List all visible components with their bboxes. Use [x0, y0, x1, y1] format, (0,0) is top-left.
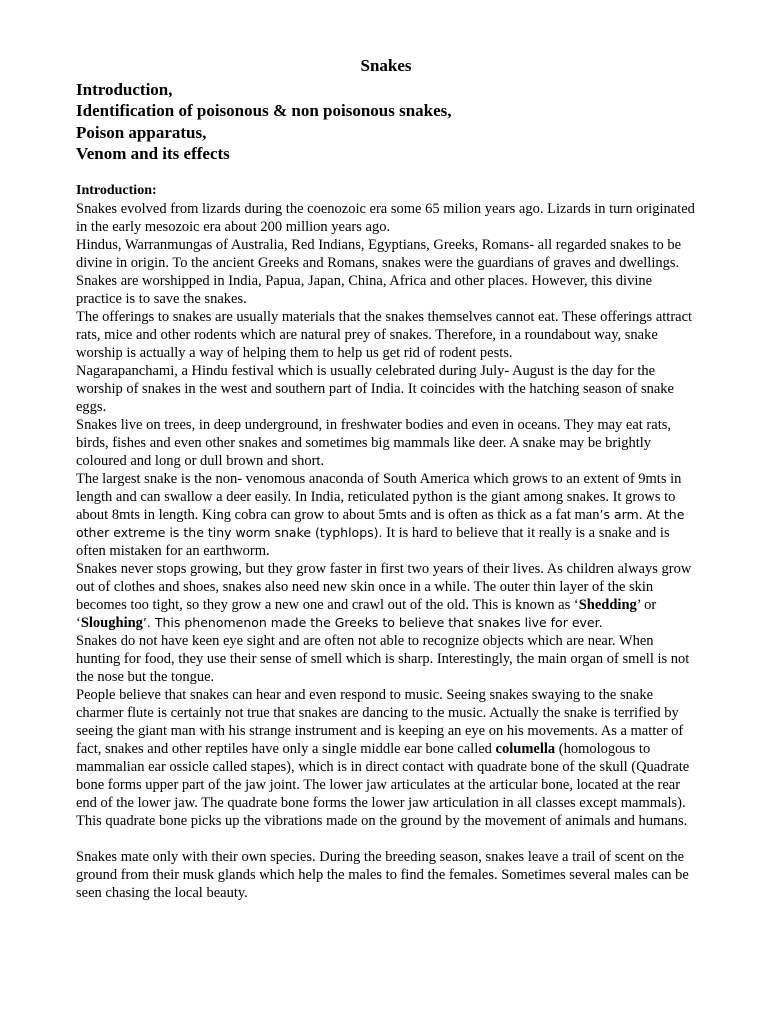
paragraph-offerings: The offerings to snakes are usually materials that the snakes themselves cannot eat. These offerings attract rats, mice and other rodents which are natural prey of snakes. Therefore, in a roundabout way, snake worship is actually a way of helping them to help us get rid of rodent pests. [76, 309, 693, 362]
topic-item: Introduction, [76, 80, 173, 99]
section-heading: Introduction: [76, 183, 157, 199]
term-sloughing: Sloughing [80, 615, 143, 632]
topic-item: Venom and its effects [76, 143, 230, 163]
paragraph-senses: Snakes do not have keen eye sight and are often not able to recognize objects which are near. When hunting for food, they use their sense of smell which is sharp. Interestingly, the main organ of smell is not the nose but the tongue. [76, 633, 690, 686]
text-run: ’. This phenomenon made the Greeks to believe that snakes live for ever. [142, 615, 603, 631]
paragraph-gap [76, 830, 696, 848]
term-columella: columella [495, 741, 556, 758]
paragraph-sizes [76, 470, 696, 560]
topic-item: Identification of poisonous & non poisonous snakes, [76, 101, 452, 121]
paragraph-nagarapanchami: Nagarapanchami, a Hindu festival which is usually celebrated during July- August is the day for the worship of snakes in the west and southern part of India. It coincides with the hatching season of snake eggs. [76, 363, 674, 416]
text-run: Snakes never stops growing, but they grow faster in first two years of their lives. As children always grow out of clothes and shoes, snakes also need new skin once in a while. The outer thin layer of the skin becomes too tight, so they grow a new one and crawl out of the old. This is known as ‘ [76, 561, 692, 614]
document-page [76, 55, 696, 902]
paragraph-divinity: Hindus, Warranmungas of Australia, Red Indians, Egyptians, Greeks, Romans- all regarded snakes to be divine in origin. To the ancient Greeks and Romans, snakes were the guardians of graves and dwellings. Snakes are worshipped in India, Papua, Japan, China, Africa and other places. However, this divine practice is to save the snakes. [76, 237, 682, 308]
paragraph-hearing [76, 686, 696, 830]
paragraph-habitat: Snakes live on trees, in deep underground, in freshwater bodies and even in oceans. They may eat rats, birds, fishes and even other snakes and sometimes big mammals like deer. A snake may be brightly coloured and long or dull brown and short. [76, 417, 671, 470]
paragraph-shedding [76, 560, 696, 632]
text-run: The largest snake is the non- venomous anaconda of South America which grows to an extent of 9mts in length and can swallow a deer easily. In India, reticulated python is the giant among snakes. It grows to about 8mts in length. King cobra can grow to about 5mts and is often as thick as a fat man [76, 471, 682, 524]
topic-list [76, 79, 696, 164]
text-run: (homologous to mammalian ear ossicle called stapes), which is in direct contact with quadrate bone of the skull (Quadrate bone forms upper part of the jaw joint. The lower jaw articulates at the articular bone, located at the rear end of the lower jaw. The quadrate bone forms the lower jaw articulation in all classes except mammals). This quadrate bone picks up the vibrations made on the ground by the movement of animals and humans. [76, 741, 690, 830]
document-title: Snakes [360, 56, 412, 75]
text-run: ’ or ‘ [76, 597, 657, 632]
term-shedding: Shedding [578, 597, 637, 614]
paragraph-evolution: Snakes evolved from lizards during the coenozoic era some 65 milion years ago. Lizards in turn originated in the early mesozoic era about 200 million years ago. [76, 201, 695, 236]
topic-item: Poison apparatus, [76, 122, 207, 142]
paragraph-mating: Snakes mate only with their own species. During the breeding season, snakes leave a trail of scent on the ground from their musk glands which help the males to find the females. Sometimes several males can be seen chasing the local beauty. [76, 849, 689, 902]
text-run: ’s arm. At the other extreme is the tiny worm snake (typhlops). [76, 507, 685, 541]
text-run: It is hard to believe that it really is a snake and is often mistaken for an earthworm. [76, 525, 670, 560]
text-run: People believe that snakes can hear and even respond to music. Seeing snakes swaying to the snake charmer flute is certainly not true that snakes are dancing to the music. Actually the snake is terrified by seeing the giant man with his strange instrument and is keeping an eye on his movements. As a matter of fact, snakes and other reptiles have only a single middle ear bone called [76, 687, 684, 758]
